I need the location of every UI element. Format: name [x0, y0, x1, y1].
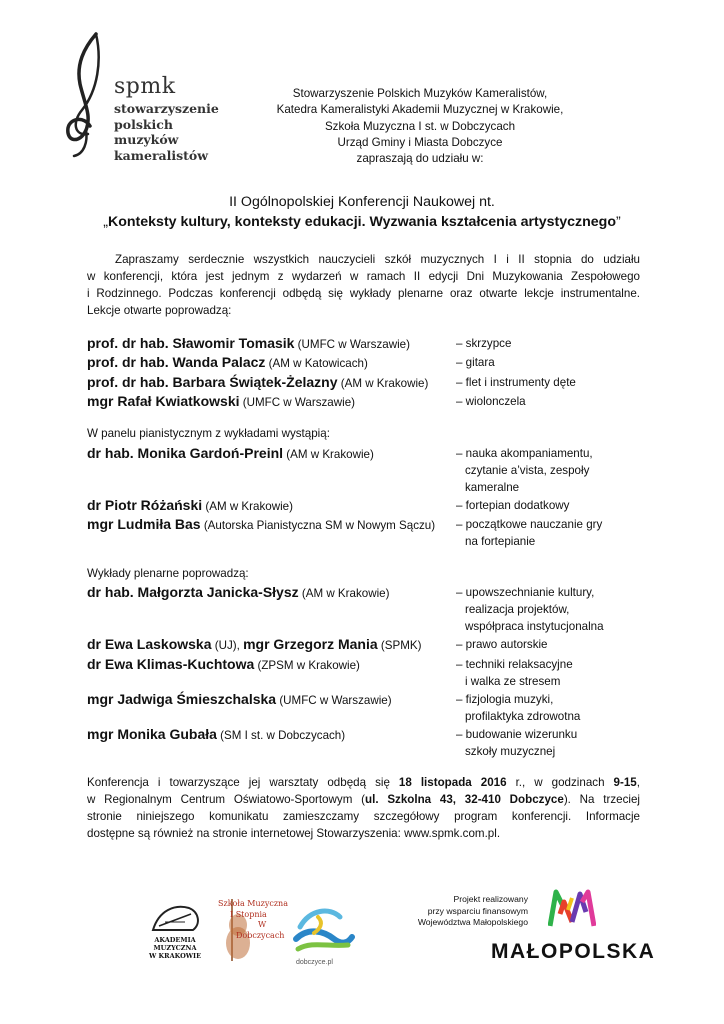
speaker-affiliation: (Autorska Pianistyczna SM w Nowym Sączu): [200, 519, 436, 532]
list-item: [87, 634, 647, 654]
speaker-name: prof. dr hab. Barbara Świątek-Żelazny: [87, 374, 338, 390]
topic-line: i walka ze stresem: [465, 675, 561, 688]
speaker-name: dr Piotr Różański: [87, 497, 203, 513]
topic-line: – flet i instrumenty dęte: [456, 376, 576, 389]
topic-line: – techniki relaksacyjne: [456, 658, 573, 671]
speaker-name: dr hab. Małgorzta Janicka-Słysz: [87, 584, 299, 600]
speaker: [87, 352, 368, 374]
closing-line: stronie niniejszego komunikatu zamieszczamy szczegółowy program konferencji. Informacje: [87, 810, 640, 823]
speaker-name: mgr Monika Gubała: [87, 726, 217, 742]
topic-line: współpraca instytucjonalna: [465, 620, 604, 633]
topic-line: czytanie a’vista, zespoły: [465, 464, 590, 477]
am-line: W KRAKOWIE: [148, 952, 202, 960]
speaker-name: prof. dr hab. Wanda Palacz: [87, 354, 266, 370]
organizers-intro: [250, 86, 590, 167]
support-line: przy wsparciu finansowym: [427, 905, 528, 916]
speaker-affiliation: (AM w Krakowie): [202, 500, 293, 513]
speaker-affiliation: (SPMK): [377, 639, 422, 652]
speaker: [87, 514, 435, 536]
topic-line: – wiolonczela: [456, 395, 526, 408]
topic: [456, 391, 646, 410]
intro-line: Urząd Gminy i Miasta Dobczyce: [337, 135, 503, 149]
topic-line: – skrzypce: [456, 337, 512, 350]
speaker: [87, 391, 355, 413]
speaker-name: dr Ewa Laskowska: [87, 636, 212, 652]
closing-text: w Regionalnym Centrum Oświatowo-Sportowym (: [87, 793, 366, 806]
list-item: [87, 654, 647, 688]
topic-line: – upowszechnianie kultury,: [456, 586, 595, 599]
speaker: [87, 724, 345, 746]
list-item: [87, 333, 647, 353]
plenary-label: Wykłady plenarne poprowadzą:: [87, 567, 249, 580]
topic-line: szkoły muzycznej: [465, 745, 556, 758]
quote-open: „: [103, 214, 108, 230]
topic: [456, 352, 646, 371]
topic: [456, 654, 646, 690]
conference-title: [40, 192, 684, 232]
list-item: [87, 352, 647, 372]
spmk-logo: [62, 30, 222, 163]
intro-line: Szkoła Muzyczna I st. w Dobczycach: [324, 119, 516, 133]
speaker-name: prof. dr hab. Sławomir Tomasik: [87, 335, 295, 351]
speaker-name: mgr Grzegorz Mania: [243, 636, 378, 652]
closing-line: [87, 774, 640, 791]
invitation-line: Lekcje otwarte poprowadzą:: [87, 304, 232, 317]
list-item: [87, 391, 647, 411]
speaker-affiliation: (SM I st. w Dobczycach): [216, 729, 346, 742]
speaker: [87, 443, 374, 465]
list-item: [87, 689, 647, 723]
quote-close: ”: [616, 214, 621, 230]
akademia-muzyczna-logo: [145, 900, 205, 964]
topic-line: kameralne: [465, 481, 520, 494]
conference-line2: [40, 212, 684, 232]
logo-acronym: spmk: [114, 74, 176, 99]
dobczyce-logo: [290, 905, 356, 969]
logo-word: kameralistów: [114, 147, 209, 163]
dobczyce-wave-icon: [290, 905, 356, 959]
am-line: MUZYCZNA: [153, 944, 197, 952]
topic-line: – początkowe nauczanie gry: [456, 518, 603, 531]
closing-text: Konferencja i towarzyszące jej warsztaty odbędą się: [87, 776, 399, 789]
school-line: W: [258, 920, 267, 929]
invitation-paragraph: [87, 251, 640, 319]
speaker-affiliation: (UMFC w Warszawie): [239, 396, 356, 409]
am-logo-text: [145, 936, 205, 960]
topic-line: realizacja projektów,: [465, 603, 570, 616]
speaker-affiliation: (AM w Krakowie): [298, 587, 390, 600]
list-item: [87, 724, 647, 758]
event-date: 18 listopada 2016: [398, 776, 507, 789]
speaker: [87, 582, 389, 604]
speaker-affiliation: (ZPSM w Krakowie): [254, 659, 360, 672]
support-line: Województwa Małopolskiego: [417, 917, 528, 927]
speaker-affiliation: (AM w Krakowie): [283, 448, 374, 461]
topic-line: – prawo autorskie: [456, 638, 548, 651]
malopolska-wordmark: MAŁOPOLSKA: [491, 940, 656, 963]
intro-line: Stowarzyszenie Polskich Muzyków Kameralistów,: [292, 87, 548, 100]
invitation-line: w konferencji, która jest jednym z wydarzeń w ramach II edycji Dni Muzykowania Zespołowego: [87, 270, 640, 283]
logo-word: stowarzyszenie: [114, 101, 219, 116]
topic: [456, 634, 646, 653]
invitation-line: i Rodzinnego. Podczas konferencji odbędą się wykłady plenarne oraz otwarte lekcje instrumentalne.: [87, 287, 640, 300]
support-line: Projekt realizowany: [453, 894, 528, 904]
list-item: [87, 582, 647, 633]
dobczyce-label: dobczyce.pl: [296, 959, 333, 966]
topic: [456, 495, 646, 514]
topic: [456, 689, 646, 725]
speaker-name: mgr Jadwiga Śmieszchalska: [87, 691, 277, 707]
speaker-affiliation: (AM w Katowicach): [265, 357, 368, 370]
closing-text: r., w godzinach: [506, 776, 614, 789]
topic: [456, 443, 646, 496]
piano-panel-label: W panelu pianistycznym z wykładami wystąpią:: [87, 427, 330, 440]
event-address: ul. Szkolna 43, 32-410 Dobczyce: [365, 793, 564, 806]
speaker: [87, 634, 421, 656]
topic-line: profilaktyka zdrowotna: [465, 710, 581, 723]
treble-clef-icon: [62, 30, 114, 160]
list-item: [87, 514, 647, 548]
speaker-affiliation: (AM w Krakowie): [337, 377, 429, 390]
speaker-name: mgr Rafał Kwiatkowski: [87, 393, 240, 409]
intro-line: Katedra Kameralistyki Akademii Muzycznej w Krakowie,: [276, 103, 564, 117]
speaker-affiliation: (UJ),: [211, 639, 244, 652]
invitation-line: Zapraszamy serdecznie wszystkich nauczycieli szkół muzycznych I i II stopnia do udziału: [115, 253, 640, 266]
closing-text: ). Na trzeciej: [563, 793, 640, 806]
topic-line: – budowanie wizerunku: [456, 728, 578, 741]
list-item: [87, 372, 647, 392]
support-note: [400, 894, 528, 929]
topic: [456, 514, 646, 550]
speaker: [87, 654, 360, 676]
topic-line: na fortepianie: [465, 535, 536, 548]
topic: [456, 333, 646, 352]
topic: [456, 372, 646, 391]
closing-line: dostępne są również na stronie internetowej Stowarzyszenia: www.spmk.com.pl.: [87, 827, 501, 840]
closing-line: [87, 791, 640, 808]
topic-line: – gitara: [456, 356, 495, 369]
conference-line1: II Ogólnopolskiej Konferencji Naukowej nt.: [229, 194, 495, 210]
am-line: AKADEMIA: [154, 936, 196, 944]
speaker-affiliation: (UMFC w Warszawie): [276, 694, 392, 707]
speaker-name: dr Ewa Klimas-Kuchtowa: [87, 656, 255, 672]
school-line: Dobczycach: [236, 930, 285, 940]
list-item: [87, 443, 647, 494]
logo-wordmark: [114, 101, 219, 163]
event-hours: 9-15: [613, 776, 637, 789]
school-line: I Stopnia: [230, 909, 267, 919]
topic: [456, 724, 646, 760]
closing-text: ,: [636, 776, 640, 789]
piano-icon: [145, 900, 205, 936]
topic-line: – nauka akompaniamentu,: [456, 447, 593, 460]
school-line: Szkoła Muzyczna: [218, 899, 288, 908]
list-item: [87, 495, 647, 515]
speaker-name: mgr Ludmiła Bas: [87, 516, 201, 532]
logo-word: muzyków: [114, 132, 179, 147]
conference-title-text: Konteksty kultury, konteksty edukacji. Wyzwania kształcenia artystycznego: [107, 214, 617, 230]
speaker-affiliation: (UMFC w Warszawie): [294, 338, 410, 351]
malopolska-mark-icon: [548, 888, 596, 928]
topic-line: – fortepian dodatkowy: [456, 499, 570, 512]
school-logo: [212, 895, 288, 965]
topic: [456, 582, 646, 635]
speaker: [87, 689, 392, 711]
school-logo-text: [218, 899, 288, 941]
logo-word: polskich: [114, 116, 173, 132]
topic-line: – fizjologia muzyki,: [456, 693, 554, 706]
closing-paragraph: [87, 774, 640, 842]
intro-line: zapraszają do udziału w:: [356, 152, 484, 166]
speaker-name: dr hab. Monika Gardoń-Preinl: [87, 445, 284, 461]
